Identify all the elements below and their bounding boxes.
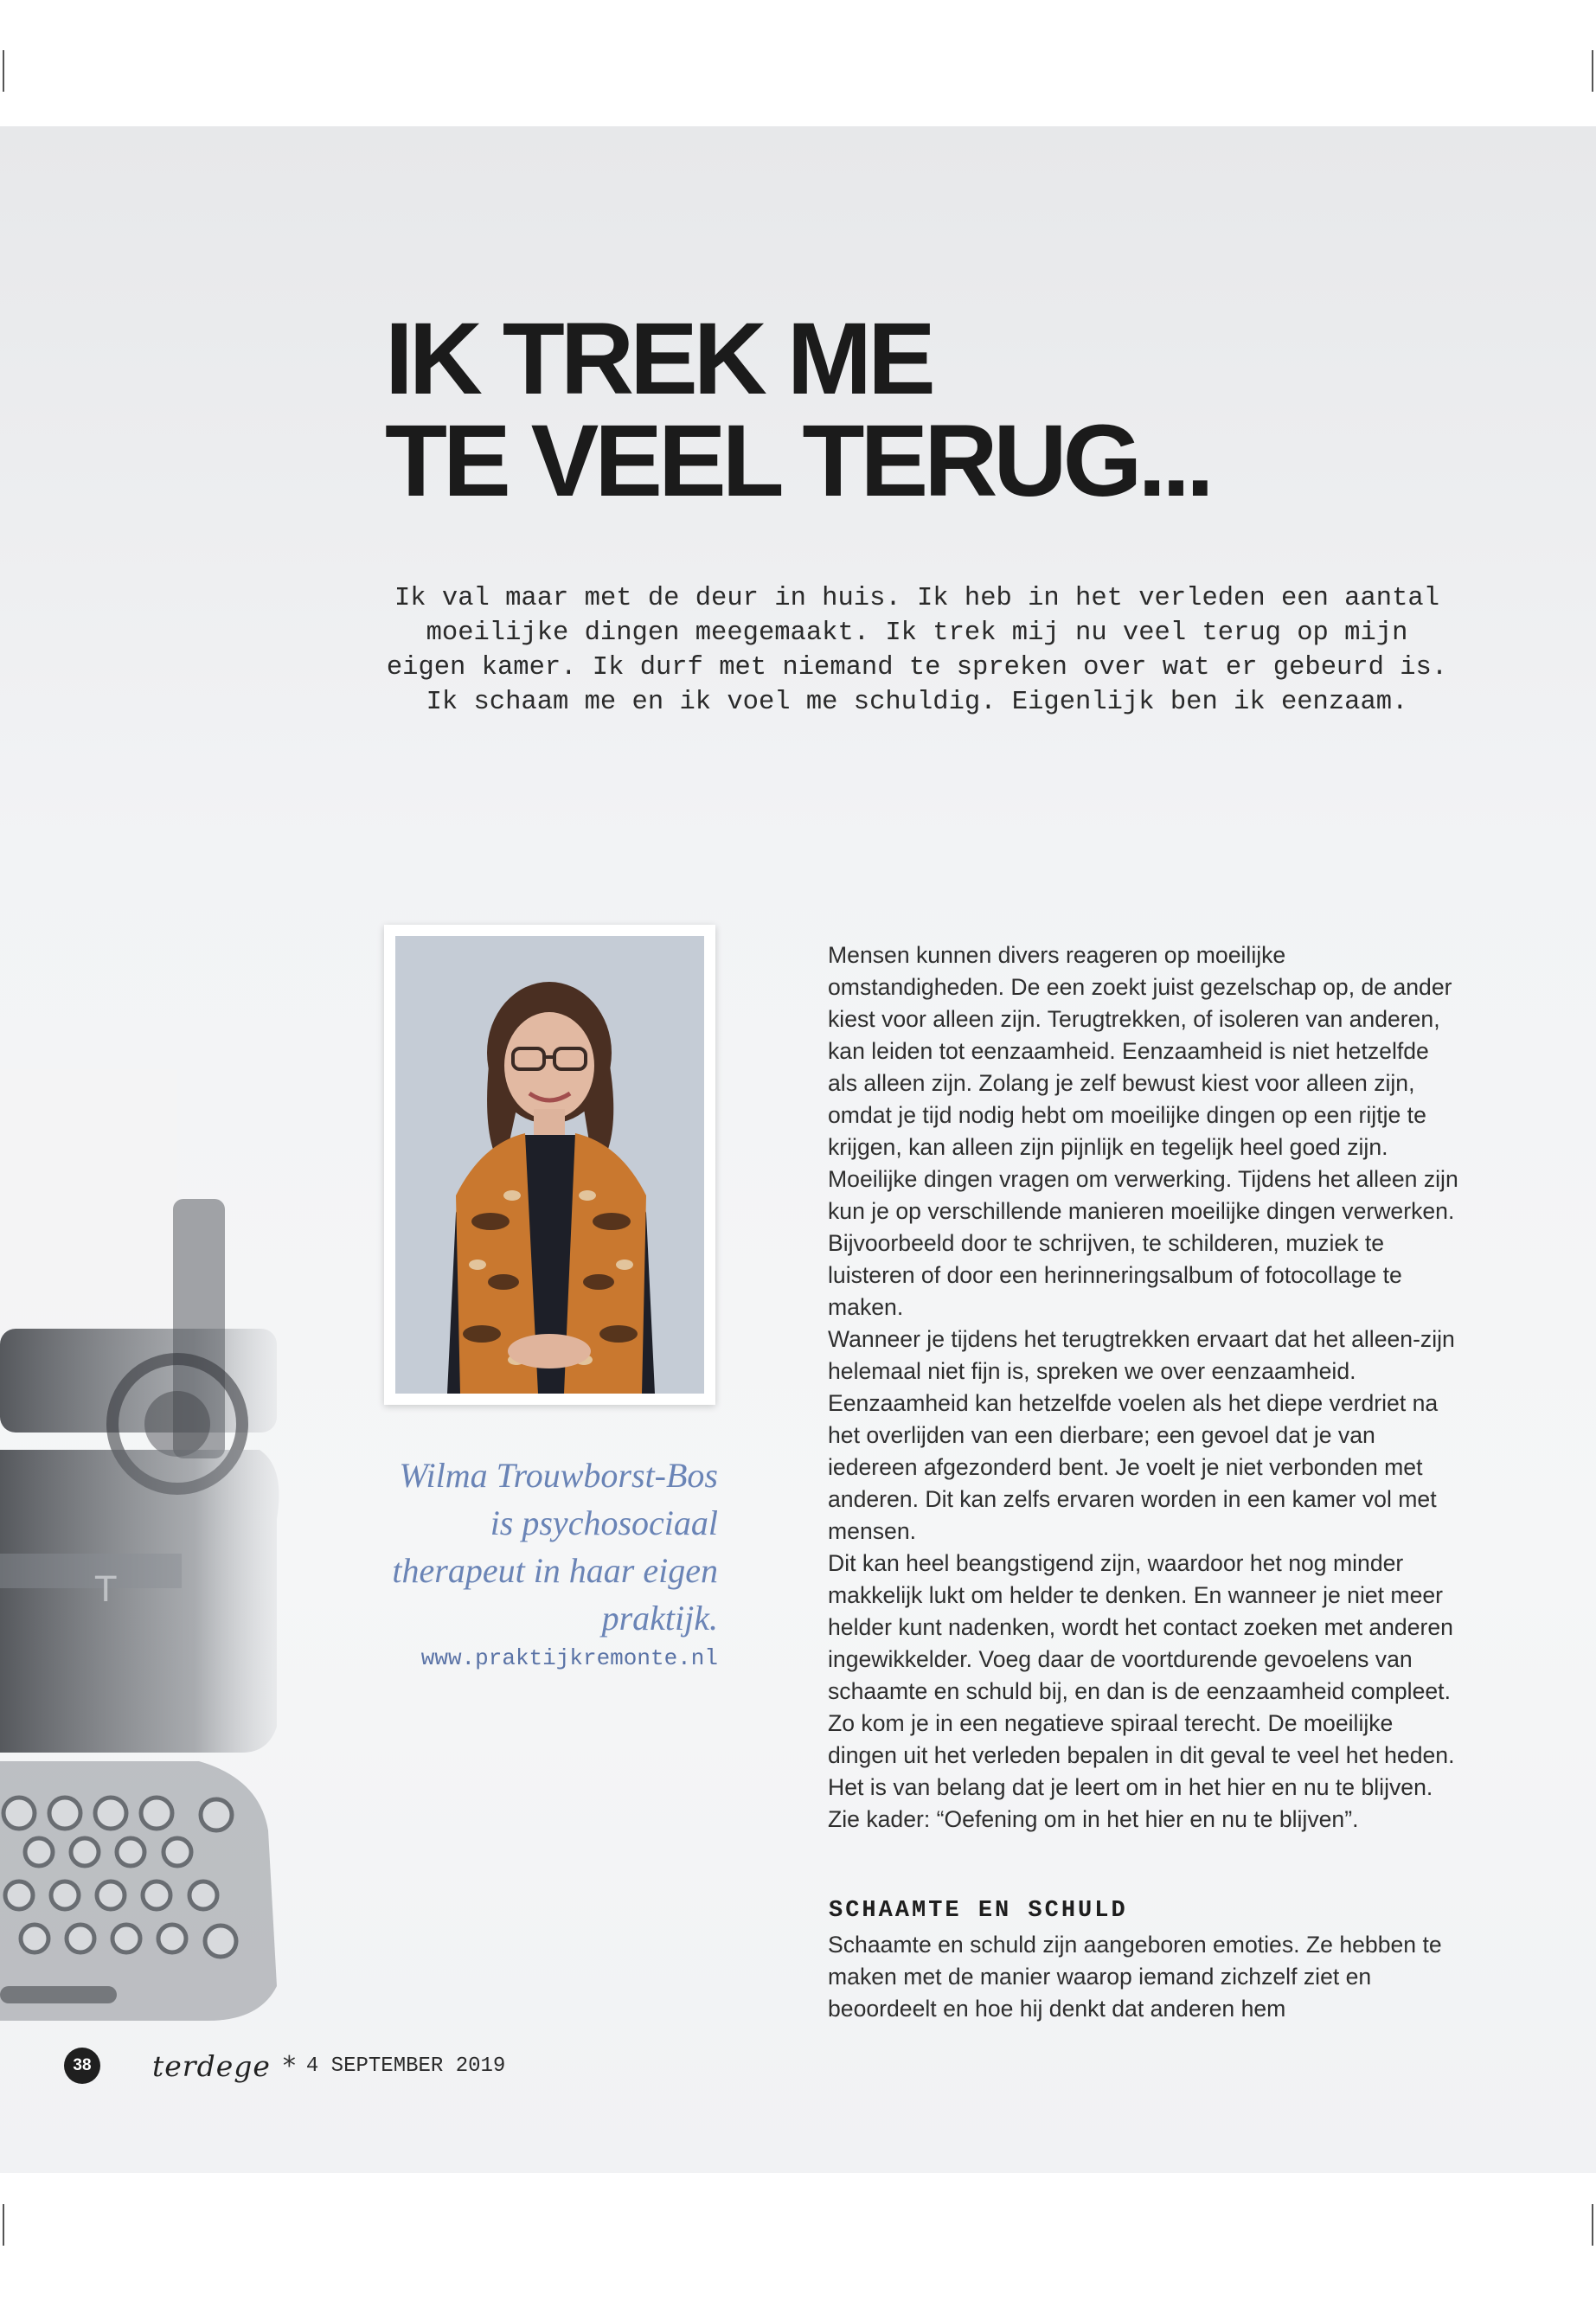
body-paragraph-2: Wanneer je tijdens het terugtrekken ervaart dat het alleen-zijn helemaal niet fijn is, spreken we over eenzaamheid. Eenzaamheid kan hetzelfde voelen als het diepe verdriet na het overlijden van een dierbare; een gevoel dat je van iedereen afgezonderd bent. Je voelt je niet verbonden met anderen. Dit kan zelfs ervaren worden in een kamer vol met mensen. [828,1326,1455,1544]
author-photo [384,925,715,1405]
section-paragraph: Schaamte en schuld zijn aangeboren emoties. Ze hebben te maken met de manier waarop iemand zichzelf ziet en beoordeelt en hoe hij denkt dat anderen hem [828,1932,1442,2022]
reader-question: Ik val maar met de deur in huis. Ik heb in het verleden een aantal moeilijke dingen meegemaakt. Ik trek mij nu veel terug op mijn eigen kamer. Ik durf met niemand te spreken over wat er gebeurd is. Ik schaam me en ik voel me schuldig. Eigenlijk ben ik eenzaam. [386,584,1448,717]
section-heading: SCHAAMTE EN SCHULD [829,1898,1128,1924]
magazine-page [0,126,1596,2173]
author-portrait-image [395,936,704,1394]
article-title [385,302,1210,518]
page-footer [64,2046,505,2086]
author-caption: Wilma Trouwborst-Bos is psychosociaal therapeut in haar eigen praktijk. [392,1456,718,1638]
body-paragraph-1: Mensen kunnen divers reageren op moeilijke omstandigheden. De een zoekt juist gezelschap op, de ander kiest voor alleen zijn. Terugtrekken, of isoleren van anderen, kan leiden tot eenzaamheid. Eenzaamheid is niet hetzelfde als alleen zijn. Zolang je zelf bewust kiest voor alleen zijn, omdat je tijd nodig hebt om moeilijke dingen op een rijtje te krijgen, kan alleen zijn pijnlijk en tegelijk heel goed zijn. Moeilijke dingen vragen om verwerking. Tijdens het alleen zijn kun je op verschillende manieren moeilijke dingen verwerken. Bijvoorbeeld door te schrijven, te schilderen, muziek te luisteren of door een herinneringsalbum of fotocollage te maken. [828,942,1458,1320]
article-body [828,939,1459,1836]
crop-mark-top-left [3,50,4,92]
typewriter-image [0,1069,311,2047]
magazine-logo: terdege [152,2048,271,2083]
crop-mark-bottom-left [3,2204,4,2246]
section-body [828,1929,1459,2025]
issue-date: 4 SEPTEMBER 2019 [305,2054,506,2078]
crop-mark-top-right [1592,50,1593,92]
author-website-link[interactable]: www.praktijkremonte.nl [420,1645,718,1671]
body-paragraph-3: Dit kan heel beangstigend zijn, waardoor het nog minder makkelijk lukt om helder te denken. En wanneer je niet meer helder kunt nadenken, wordt het contact zoeken met anderen ingewikkelder. Voeg daar de voortdurende gevoelens van schaamte en schuld bij, en dan is de eenzaamheid compleet. Zo kom je in een negatieve spiraal terecht. De moeilijke dingen uit het verleden bepalen in dit geval te veel het heden. Het is van belang dat je leert om in het hier en nu te blijven. Zie kader: “Oefening om in het hier en nu te blijven”. [828,1550,1455,1832]
asterisk-icon: * [282,2050,296,2081]
title-line-2: TE VEEL TERUG... [385,404,1210,518]
page-number-badge: 38 [64,2048,100,2084]
crop-mark-bottom-right [1592,2204,1593,2246]
svg-text:T: T [95,1570,117,1610]
title-line-1: IK TREK ME [385,302,932,416]
